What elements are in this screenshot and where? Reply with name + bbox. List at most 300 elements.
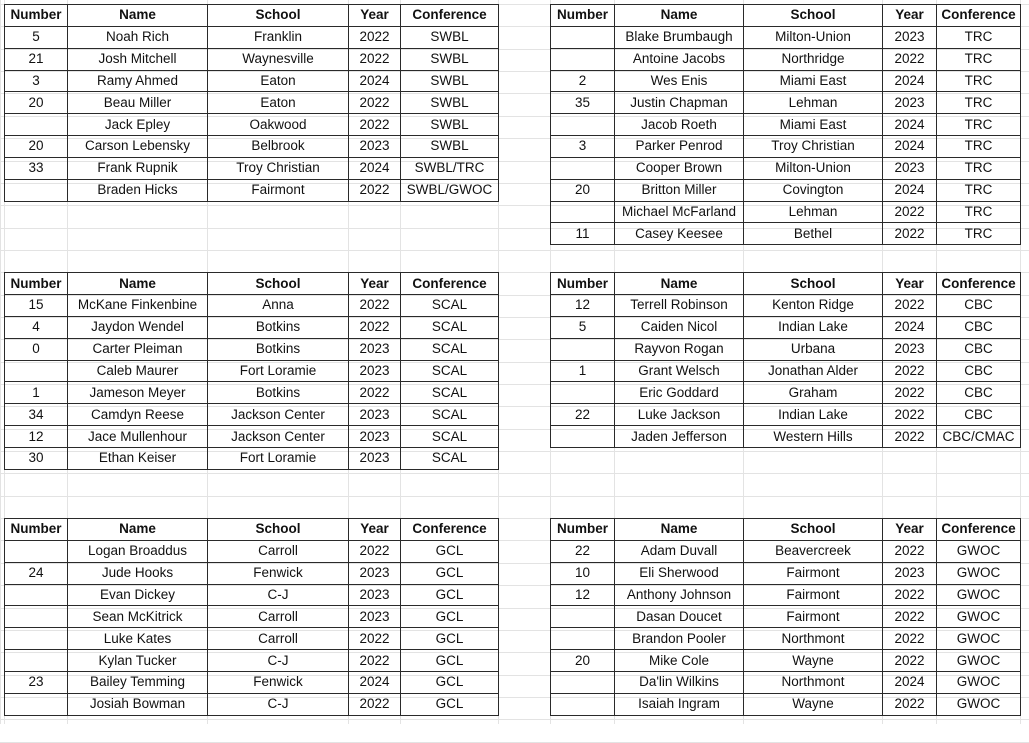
cell-year[interactable]: 2024 (883, 671, 937, 693)
column-header-year[interactable]: Year (349, 5, 401, 27)
cell-school[interactable]: Fairmont (744, 606, 883, 628)
cell-year[interactable]: 2024 (883, 136, 937, 158)
cell-year[interactable]: 2023 (883, 26, 937, 48)
cell-name[interactable]: Logan Broaddus (68, 540, 208, 562)
cell-conference[interactable]: GCL (401, 671, 499, 693)
cell-school[interactable]: Northridge (744, 48, 883, 70)
cell-name[interactable]: Jacob Roeth (615, 114, 744, 136)
cell-year[interactable]: 2023 (883, 92, 937, 114)
cell-conference[interactable]: TRC (937, 157, 1021, 179)
cell-conference[interactable]: CBC (937, 338, 1021, 360)
cell-conference[interactable]: SCAL (401, 382, 499, 404)
cell-year[interactable]: 2024 (349, 70, 401, 92)
cell-year[interactable]: 2023 (349, 404, 401, 426)
cell-conference[interactable]: GWOC (937, 540, 1021, 562)
table-row (551, 26, 1021, 48)
cell-conference[interactable]: CBC/CMAC (937, 426, 1021, 448)
cell-number[interactable] (551, 606, 615, 628)
cell-conference[interactable]: TRC (937, 201, 1021, 223)
cell-school[interactable]: Jonathan Alder (744, 360, 883, 382)
cell-year[interactable]: 2024 (883, 114, 937, 136)
cell-school[interactable]: Bethel (744, 223, 883, 245)
cell-name[interactable]: Camdyn Reese (68, 404, 208, 426)
roster-table-cbc (550, 272, 1021, 448)
cell-number[interactable]: 12 (5, 426, 68, 448)
cell-name[interactable]: McKane Finkenbine (68, 295, 208, 317)
cell-number[interactable] (5, 628, 68, 650)
cell-school[interactable]: Lehman (744, 92, 883, 114)
column-header-number[interactable]: Number (5, 5, 68, 27)
cell-year[interactable]: 2022 (883, 584, 937, 606)
cell-year[interactable]: 2023 (349, 562, 401, 584)
cell-year[interactable]: 2022 (349, 92, 401, 114)
cell-year[interactable]: 2022 (349, 26, 401, 48)
cell-name[interactable]: Jaden Jefferson (615, 426, 744, 448)
column-header-school[interactable]: School (744, 273, 883, 295)
cell-number[interactable]: 23 (5, 671, 68, 693)
cell-number[interactable]: 3 (551, 136, 615, 158)
cell-number[interactable]: 20 (5, 92, 68, 114)
cell-number[interactable] (5, 360, 68, 382)
cell-year[interactable]: 2022 (883, 48, 937, 70)
cell-number[interactable]: 33 (5, 157, 68, 179)
cell-name[interactable]: Michael McFarland (615, 201, 744, 223)
cell-number[interactable] (551, 382, 615, 404)
cell-number[interactable]: 4 (5, 316, 68, 338)
cell-year[interactable]: 2024 (883, 179, 937, 201)
cell-school[interactable]: Eaton (208, 70, 349, 92)
cell-conference[interactable]: SWBL (401, 26, 499, 48)
table-row (551, 338, 1021, 360)
column-header-name[interactable]: Name (68, 5, 208, 27)
cell-number[interactable]: 1 (551, 360, 615, 382)
cell-name[interactable]: Anthony Johnson (615, 584, 744, 606)
cell-school[interactable]: Botkins (208, 382, 349, 404)
cell-year[interactable]: 2023 (349, 584, 401, 606)
cell-conference[interactable]: SCAL (401, 295, 499, 317)
cell-name[interactable]: Eric Goddard (615, 382, 744, 404)
cell-school[interactable]: Jackson Center (208, 404, 349, 426)
cell-year[interactable]: 2022 (883, 540, 937, 562)
table-row (551, 382, 1021, 404)
cell-name[interactable]: Luke Kates (68, 628, 208, 650)
cell-school[interactable]: Eaton (208, 92, 349, 114)
cell-school[interactable]: Indian Lake (744, 316, 883, 338)
cell-conference[interactable]: CBC (937, 404, 1021, 426)
cell-number[interactable] (551, 338, 615, 360)
cell-year[interactable]: 2023 (349, 426, 401, 448)
cell-name[interactable]: Casey Keesee (615, 223, 744, 245)
cell-name[interactable]: Antoine Jacobs (615, 48, 744, 70)
cell-year[interactable]: 2022 (883, 650, 937, 672)
cell-year[interactable]: 2022 (883, 201, 937, 223)
cell-year[interactable]: 2022 (883, 426, 937, 448)
cell-name[interactable]: Carter Pleiman (68, 338, 208, 360)
column-header-year[interactable]: Year (349, 273, 401, 295)
cell-school[interactable]: Anna (208, 295, 349, 317)
cell-name[interactable]: Jude Hooks (68, 562, 208, 584)
cell-school[interactable]: Troy Christian (208, 157, 349, 179)
cell-conference[interactable]: TRC (937, 26, 1021, 48)
cell-school[interactable]: Franklin (208, 26, 349, 48)
cell-name[interactable]: Bailey Temming (68, 671, 208, 693)
cell-name[interactable]: Britton Miller (615, 179, 744, 201)
cell-school[interactable]: Miami East (744, 70, 883, 92)
column-header-name[interactable]: Name (68, 519, 208, 541)
table-row (5, 295, 499, 317)
cell-conference[interactable]: TRC (937, 114, 1021, 136)
cell-conference[interactable]: GCL (401, 584, 499, 606)
cell-name[interactable]: Eli Sherwood (615, 562, 744, 584)
cell-conference[interactable]: TRC (937, 136, 1021, 158)
cell-conference[interactable]: GCL (401, 540, 499, 562)
cell-school[interactable]: Wayne (744, 650, 883, 672)
cell-conference[interactable]: SWBL (401, 48, 499, 70)
cell-number[interactable] (551, 48, 615, 70)
cell-school[interactable]: Jackson Center (208, 426, 349, 448)
cell-conference[interactable]: SCAL (401, 404, 499, 426)
cell-year[interactable]: 2022 (883, 404, 937, 426)
cell-number[interactable]: 20 (551, 650, 615, 672)
column-header-number[interactable]: Number (551, 5, 615, 27)
cell-year[interactable]: 2023 (349, 360, 401, 382)
cell-conference[interactable]: SWBL (401, 114, 499, 136)
cell-school[interactable]: Fenwick (208, 671, 349, 693)
cell-year[interactable]: 2023 (349, 447, 401, 469)
cell-number[interactable]: 12 (551, 295, 615, 317)
column-header-name[interactable]: Name (615, 519, 744, 541)
cell-conference[interactable]: GCL (401, 606, 499, 628)
cell-school[interactable]: Milton-Union (744, 157, 883, 179)
cell-school[interactable]: Northmont (744, 671, 883, 693)
cell-school[interactable]: Waynesville (208, 48, 349, 70)
cell-name[interactable]: Brandon Pooler (615, 628, 744, 650)
cell-school[interactable]: Fort Loramie (208, 360, 349, 382)
cell-number[interactable] (551, 671, 615, 693)
cell-number[interactable]: 2 (551, 70, 615, 92)
table-row (5, 70, 499, 92)
cell-conference[interactable]: CBC (937, 316, 1021, 338)
cell-name[interactable]: Jameson Meyer (68, 382, 208, 404)
column-header-school[interactable]: School (208, 273, 349, 295)
cell-year[interactable]: 2023 (349, 338, 401, 360)
cell-name[interactable]: Cooper Brown (615, 157, 744, 179)
cell-school[interactable]: Botkins (208, 338, 349, 360)
cell-name[interactable]: Caiden Nicol (615, 316, 744, 338)
cell-conference[interactable]: TRC (937, 179, 1021, 201)
table-row (551, 606, 1021, 628)
column-header-school[interactable]: School (744, 5, 883, 27)
cell-name[interactable]: Beau Miller (68, 92, 208, 114)
cell-number[interactable]: 15 (5, 295, 68, 317)
cell-conference[interactable]: GWOC (937, 562, 1021, 584)
column-header-year[interactable]: Year (883, 5, 937, 27)
cell-conference[interactable]: GWOC (937, 671, 1021, 693)
cell-number[interactable] (5, 114, 68, 136)
cell-name[interactable]: Rayvon Rogan (615, 338, 744, 360)
column-header-school[interactable]: School (208, 519, 349, 541)
column-header-name[interactable]: Name (68, 273, 208, 295)
cell-year[interactable]: 2022 (349, 628, 401, 650)
roster-table-scal (4, 272, 499, 470)
cell-school[interactable]: Troy Christian (744, 136, 883, 158)
cell-number[interactable] (551, 201, 615, 223)
roster-table-gwoc (550, 518, 1021, 716)
cell-number[interactable] (551, 426, 615, 448)
cell-year[interactable]: 2023 (349, 136, 401, 158)
cell-name[interactable]: Josiah Bowman (68, 693, 208, 715)
table-row (551, 136, 1021, 158)
cell-conference[interactable]: GCL (401, 650, 499, 672)
cell-conference[interactable]: TRC (937, 223, 1021, 245)
cell-number[interactable]: 3 (5, 70, 68, 92)
cell-school[interactable]: Fenwick (208, 562, 349, 584)
column-header-school[interactable]: School (744, 519, 883, 541)
cell-school[interactable]: Wayne (744, 693, 883, 715)
cell-year[interactable]: 2023 (883, 338, 937, 360)
cell-number[interactable] (551, 628, 615, 650)
cell-school[interactable]: Beavercreek (744, 540, 883, 562)
cell-conference[interactable]: SCAL (401, 426, 499, 448)
column-header-conference[interactable]: Conference (401, 5, 499, 27)
cell-school[interactable]: Fairmont (744, 584, 883, 606)
cell-year[interactable]: 2022 (349, 179, 401, 201)
column-header-number[interactable]: Number (551, 519, 615, 541)
table-row (551, 295, 1021, 317)
cell-school[interactable]: Northmont (744, 628, 883, 650)
cell-year[interactable]: 2022 (349, 48, 401, 70)
cell-school[interactable]: Lehman (744, 201, 883, 223)
cell-year[interactable]: 2022 (883, 628, 937, 650)
cell-year[interactable]: 2024 (883, 316, 937, 338)
table-row (5, 540, 499, 562)
column-header-school[interactable]: School (208, 5, 349, 27)
cell-name[interactable]: Blake Brumbaugh (615, 26, 744, 48)
cell-name[interactable]: Isaiah Ingram (615, 693, 744, 715)
cell-number[interactable] (551, 157, 615, 179)
cell-name[interactable]: Mike Cole (615, 650, 744, 672)
cell-number[interactable] (5, 693, 68, 715)
table-row (5, 26, 499, 48)
table-row (5, 447, 499, 469)
cell-name[interactable]: Jace Mullenhour (68, 426, 208, 448)
cell-school[interactable]: Kenton Ridge (744, 295, 883, 317)
cell-year[interactable]: 2023 (883, 562, 937, 584)
cell-school[interactable]: Fairmont (208, 179, 349, 201)
column-header-conference[interactable]: Conference (937, 519, 1021, 541)
column-header-conference[interactable]: Conference (937, 273, 1021, 295)
cell-conference[interactable]: GWOC (937, 606, 1021, 628)
cell-name[interactable]: Luke Jackson (615, 404, 744, 426)
cell-year[interactable]: 2024 (349, 671, 401, 693)
cell-number[interactable] (5, 584, 68, 606)
cell-conference[interactable]: CBC (937, 295, 1021, 317)
table-row (5, 650, 499, 672)
gridline-row (0, 719, 1029, 720)
cell-year[interactable]: 2022 (883, 606, 937, 628)
cell-school[interactable]: C-J (208, 650, 349, 672)
cell-year[interactable]: 2022 (349, 114, 401, 136)
column-header-conference[interactable]: Conference (401, 519, 499, 541)
cell-school[interactable]: Carroll (208, 540, 349, 562)
cell-number[interactable] (5, 606, 68, 628)
cell-name[interactable]: Carson Lebensky (68, 136, 208, 158)
cell-conference[interactable]: GCL (401, 693, 499, 715)
table-row (5, 157, 499, 179)
cell-conference[interactable]: SWBL (401, 136, 499, 158)
cell-number[interactable]: 1 (5, 382, 68, 404)
cell-name[interactable]: Frank Rupnik (68, 157, 208, 179)
cell-year[interactable]: 2022 (349, 540, 401, 562)
cell-school[interactable]: Fairmont (744, 562, 883, 584)
cell-name[interactable]: Dasan Doucet (615, 606, 744, 628)
cell-school[interactable]: Graham (744, 382, 883, 404)
cell-number[interactable] (5, 650, 68, 672)
cell-name[interactable]: Sean McKitrick (68, 606, 208, 628)
cell-year[interactable]: 2024 (349, 157, 401, 179)
cell-conference[interactable]: SCAL (401, 316, 499, 338)
cell-name[interactable]: Justin Chapman (615, 92, 744, 114)
cell-conference[interactable]: GWOC (937, 628, 1021, 650)
column-header-number[interactable]: Number (5, 273, 68, 295)
cell-conference[interactable]: SWBL (401, 92, 499, 114)
cell-number[interactable]: 22 (551, 540, 615, 562)
cell-number[interactable]: 5 (551, 316, 615, 338)
cell-school[interactable]: Urbana (744, 338, 883, 360)
cell-number[interactable]: 11 (551, 223, 615, 245)
cell-conference[interactable]: SWBL (401, 70, 499, 92)
cell-name[interactable]: Caleb Maurer (68, 360, 208, 382)
header-row (551, 519, 1021, 541)
header-row (551, 273, 1021, 295)
column-header-number[interactable]: Number (551, 273, 615, 295)
cell-conference[interactable]: SCAL (401, 447, 499, 469)
cell-conference[interactable]: CBC (937, 382, 1021, 404)
cell-conference[interactable]: GWOC (937, 693, 1021, 715)
cell-conference[interactable]: TRC (937, 70, 1021, 92)
cell-number[interactable]: 21 (5, 48, 68, 70)
cell-number[interactable] (551, 693, 615, 715)
cell-number[interactable]: 30 (5, 447, 68, 469)
cell-school[interactable]: Miami East (744, 114, 883, 136)
cell-number[interactable]: 20 (5, 136, 68, 158)
cell-year[interactable]: 2022 (883, 223, 937, 245)
cell-year[interactable]: 2022 (349, 316, 401, 338)
column-header-conference[interactable]: Conference (937, 5, 1021, 27)
cell-conference[interactable]: SCAL (401, 338, 499, 360)
cell-school[interactable]: Western Hills (744, 426, 883, 448)
column-header-year[interactable]: Year (349, 519, 401, 541)
cell-school[interactable]: Fort Loramie (208, 447, 349, 469)
cell-name[interactable]: Jack Epley (68, 114, 208, 136)
cell-number[interactable]: 34 (5, 404, 68, 426)
table-row (5, 584, 499, 606)
cell-year[interactable]: 2022 (349, 382, 401, 404)
cell-school[interactable]: Belbrook (208, 136, 349, 158)
cell-number[interactable]: 24 (5, 562, 68, 584)
cell-school[interactable]: Botkins (208, 316, 349, 338)
cell-name[interactable]: Jaydon Wendel (68, 316, 208, 338)
column-header-number[interactable]: Number (5, 519, 68, 541)
cell-conference[interactable]: GCL (401, 562, 499, 584)
table-row (551, 201, 1021, 223)
cell-school[interactable]: Milton-Union (744, 26, 883, 48)
cell-name[interactable]: Da'lin Wilkins (615, 671, 744, 693)
cell-conference[interactable]: TRC (937, 92, 1021, 114)
cell-year[interactable]: 2022 (883, 360, 937, 382)
cell-name[interactable]: Ramy Ahmed (68, 70, 208, 92)
cell-school[interactable]: Carroll (208, 628, 349, 650)
cell-year[interactable]: 2024 (883, 70, 937, 92)
cell-name[interactable]: Wes Enis (615, 70, 744, 92)
cell-name[interactable]: Evan Dickey (68, 584, 208, 606)
cell-name[interactable]: Terrell Robinson (615, 295, 744, 317)
table-row (551, 157, 1021, 179)
cell-number[interactable] (551, 114, 615, 136)
cell-number[interactable]: 5 (5, 26, 68, 48)
cell-number[interactable] (5, 179, 68, 201)
cell-number[interactable]: 10 (551, 562, 615, 584)
cell-year[interactable]: 2023 (883, 157, 937, 179)
column-header-year[interactable]: Year (883, 273, 937, 295)
cell-year[interactable]: 2022 (883, 693, 937, 715)
cell-name[interactable]: Parker Penrod (615, 136, 744, 158)
cell-conference[interactable]: TRC (937, 48, 1021, 70)
cell-school[interactable]: Covington (744, 179, 883, 201)
cell-year[interactable]: 2023 (349, 606, 401, 628)
table-row (5, 179, 499, 201)
column-header-conference[interactable]: Conference (401, 273, 499, 295)
cell-year[interactable]: 2022 (349, 295, 401, 317)
cell-name[interactable]: Josh Mitchell (68, 48, 208, 70)
cell-conference[interactable]: CBC (937, 360, 1021, 382)
cell-school[interactable]: C-J (208, 584, 349, 606)
cell-number[interactable] (5, 540, 68, 562)
cell-school[interactable]: Carroll (208, 606, 349, 628)
cell-number[interactable] (551, 26, 615, 48)
cell-conference[interactable]: SWBL/GWOC (401, 179, 499, 201)
cell-number[interactable]: 20 (551, 179, 615, 201)
cell-name[interactable]: Grant Welsch (615, 360, 744, 382)
cell-name[interactable]: Braden Hicks (68, 179, 208, 201)
cell-conference[interactable]: SCAL (401, 360, 499, 382)
cell-year[interactable]: 2022 (883, 382, 937, 404)
cell-number[interactable]: 0 (5, 338, 68, 360)
column-header-name[interactable]: Name (615, 5, 744, 27)
cell-name[interactable]: Adam Duvall (615, 540, 744, 562)
cell-name[interactable]: Kylan Tucker (68, 650, 208, 672)
cell-conference[interactable]: GWOC (937, 650, 1021, 672)
column-header-year[interactable]: Year (883, 519, 937, 541)
cell-school[interactable]: C-J (208, 693, 349, 715)
cell-number[interactable]: 22 (551, 404, 615, 426)
cell-conference[interactable]: SWBL/TRC (401, 157, 499, 179)
cell-conference[interactable]: GCL (401, 628, 499, 650)
cell-name[interactable]: Noah Rich (68, 26, 208, 48)
cell-school[interactable]: Oakwood (208, 114, 349, 136)
cell-year[interactable]: 2022 (349, 693, 401, 715)
table-row (5, 404, 499, 426)
cell-number[interactable]: 35 (551, 92, 615, 114)
cell-year[interactable]: 2022 (349, 650, 401, 672)
cell-name[interactable]: Ethan Keiser (68, 447, 208, 469)
cell-school[interactable]: Indian Lake (744, 404, 883, 426)
cell-number[interactable]: 12 (551, 584, 615, 606)
table-row (551, 584, 1021, 606)
cell-year[interactable]: 2022 (883, 295, 937, 317)
column-header-name[interactable]: Name (615, 273, 744, 295)
cell-conference[interactable]: GWOC (937, 584, 1021, 606)
